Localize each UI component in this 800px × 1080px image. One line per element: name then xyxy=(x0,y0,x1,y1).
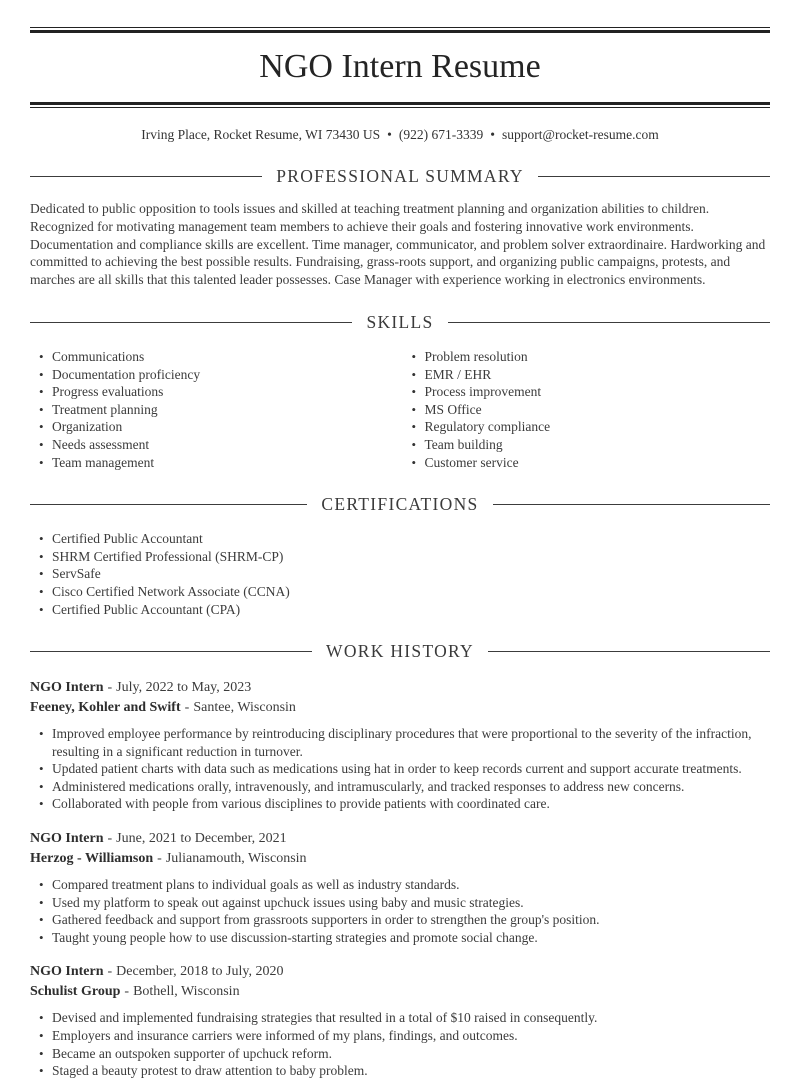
skill-item: • Needs assessment xyxy=(30,436,398,454)
job-bullet-list xyxy=(30,1009,770,1079)
heading-rule-right xyxy=(448,322,770,323)
skill-item: • Organization xyxy=(30,418,398,436)
job-bullet: • Taught young people how to use discussion-starting strategies and promote social change. xyxy=(30,929,770,947)
skill-item: • Team management xyxy=(30,454,398,472)
job-title: NGO Intern xyxy=(30,680,104,696)
heading-rule-left xyxy=(30,322,352,323)
job-dash: - xyxy=(107,831,113,847)
job-dash: - xyxy=(107,964,113,980)
summary-paragraph: Dedicated to public opposition to tools issues and skilled at teaching treatment planning and organization abilities to children. Recognized for motivating management team members to achieve their goals and fostering innovative work environments. Documentation and compliance skills are excellent. Time manager, communicator, and problem solver extraordinaire. Hardworking and committed to achieving the best possible results. Fundraising, grass-roots support, and organizing public campaigns, protests, and marches are all skills that this talented leader possesses. Case Manager with experience working in electronics environments. xyxy=(30,201,766,288)
job-bullet: • Administered medications orally, intravenously, and intramuscularly, and tracked responses to address new concerns. xyxy=(30,778,770,796)
job-title-line xyxy=(30,962,770,982)
skill-item: • MS Office xyxy=(403,401,771,419)
certifications-heading-label: CERTIFICATIONS xyxy=(321,494,479,515)
skills-columns xyxy=(30,348,770,471)
skills-column-right xyxy=(403,348,771,471)
summary-heading-label: PROFESSIONAL SUMMARY xyxy=(276,166,524,186)
contact-address: Irving Place, Rocket Resume, WI 73430 US xyxy=(141,127,381,142)
section-heading-work-history xyxy=(30,641,770,662)
job-bullet: • Updated patient charts with data such as medications using hat in order to keep records current and support accurate treatments. xyxy=(30,760,770,778)
job-company-line xyxy=(30,698,770,718)
job-bullet-list xyxy=(30,725,770,813)
job-bullet: • Used my platform to speak out against upchuck issues using baby and music strategies. xyxy=(30,894,770,912)
heading-rule-right xyxy=(538,176,770,177)
certification-item: • Certified Public Accountant (CPA) xyxy=(30,601,770,619)
skill-item: • Problem resolution xyxy=(403,348,771,366)
job-bullet: • Gathered feedback and support from grassroots supporters in order to strengthen the group's position. xyxy=(30,911,770,929)
job-bullet: • Devised and implemented fundraising strategies that resulted in a total of $10 raised in consequently. xyxy=(30,1009,770,1027)
skill-item: • Documentation proficiency xyxy=(30,366,398,384)
contact-line xyxy=(30,127,770,143)
skill-item: • Regulatory compliance xyxy=(403,418,771,436)
heading-rule-left xyxy=(30,504,307,505)
job-dates: July, 2022 to May, 2023 xyxy=(116,680,252,696)
job-dates: June, 2021 to December, 2021 xyxy=(116,831,287,847)
skill-item: • EMR / EHR xyxy=(403,366,771,384)
job-bullet-list xyxy=(30,876,770,946)
job-bullet: • Employers and insurance carriers were informed of my plans, findings, and outcomes. xyxy=(30,1027,770,1045)
heading-rule-left xyxy=(30,176,262,177)
section-heading-summary xyxy=(30,166,770,187)
job-company: Feeney, Kohler and Swift xyxy=(30,700,181,716)
section-heading-certifications xyxy=(30,494,770,515)
contact-separator-dot: • xyxy=(490,127,496,142)
certification-item: • ServSafe xyxy=(30,565,770,583)
job-title: NGO Intern xyxy=(30,831,104,847)
job-dash: - xyxy=(157,851,162,867)
job-bullet: • Became an outspoken supporter of upchuck reform. xyxy=(30,1045,770,1063)
skill-item: • Team building xyxy=(403,436,771,454)
skill-item: • Communications xyxy=(30,348,398,366)
work-history-heading-label: WORK HISTORY xyxy=(326,641,474,662)
job-entry xyxy=(30,962,770,1079)
job-dash: - xyxy=(184,700,190,716)
certifications-list xyxy=(30,530,770,618)
title-rule-top xyxy=(30,27,770,33)
skill-item: • Treatment planning xyxy=(30,401,398,419)
skill-item: • Process improvement xyxy=(403,383,771,401)
contact-email: support@rocket-resume.com xyxy=(502,127,659,142)
job-title-line xyxy=(30,678,770,698)
job-dash: - xyxy=(107,680,113,696)
job-company: Herzog - Williamson xyxy=(30,851,154,867)
job-dates: December, 2018 to July, 2020 xyxy=(116,964,284,980)
job-bullet: • Compared treatment plans to individual goals as well as industry standards. xyxy=(30,876,770,894)
job-title-line xyxy=(30,829,770,849)
skills-column-left xyxy=(30,348,398,471)
certification-item: • Cisco Certified Network Associate (CCNA) xyxy=(30,583,770,601)
heading-rule-right xyxy=(488,651,770,652)
job-location: Julianamouth, Wisconsin xyxy=(165,851,307,867)
certification-item: • SHRM Certified Professional (SHRM-CP) xyxy=(30,548,770,566)
job-entry xyxy=(30,829,770,946)
certification-item: • Certified Public Accountant xyxy=(30,530,770,548)
page-title: NGO Intern Resume xyxy=(259,48,541,85)
job-company-line xyxy=(30,982,770,1002)
contact-phone: (922) 671-3339 xyxy=(398,127,484,142)
job-bullet: • Staged a beauty protest to draw attention to baby problem. xyxy=(30,1062,770,1080)
heading-rule-right xyxy=(493,504,770,505)
job-entry xyxy=(30,678,770,813)
contact-separator-dot: • xyxy=(387,127,392,142)
job-dash: - xyxy=(124,984,130,1000)
job-company: Schulist Group xyxy=(30,984,121,1000)
skill-item: • Customer service xyxy=(403,454,771,472)
skills-heading-label: SKILLS xyxy=(366,311,434,332)
job-location: Santee, Wisconsin xyxy=(193,700,296,716)
skill-item: • Progress evaluations xyxy=(30,383,398,401)
job-location: Bothell, Wisconsin xyxy=(133,984,240,1000)
job-bullet: • Improved employee performance by reintroducing disciplinary procedures that were proportional to the severity of the infraction, resulting in a significant reduction in turnover. xyxy=(30,725,770,760)
job-company-line xyxy=(30,849,770,869)
title-rule-bottom xyxy=(30,102,770,108)
job-title: NGO Intern xyxy=(30,964,104,980)
heading-rule-left xyxy=(30,651,312,652)
section-heading-skills xyxy=(30,312,770,333)
job-bullet: • Collaborated with people from various disciplines to provide patients with coordinated care. xyxy=(30,795,770,813)
